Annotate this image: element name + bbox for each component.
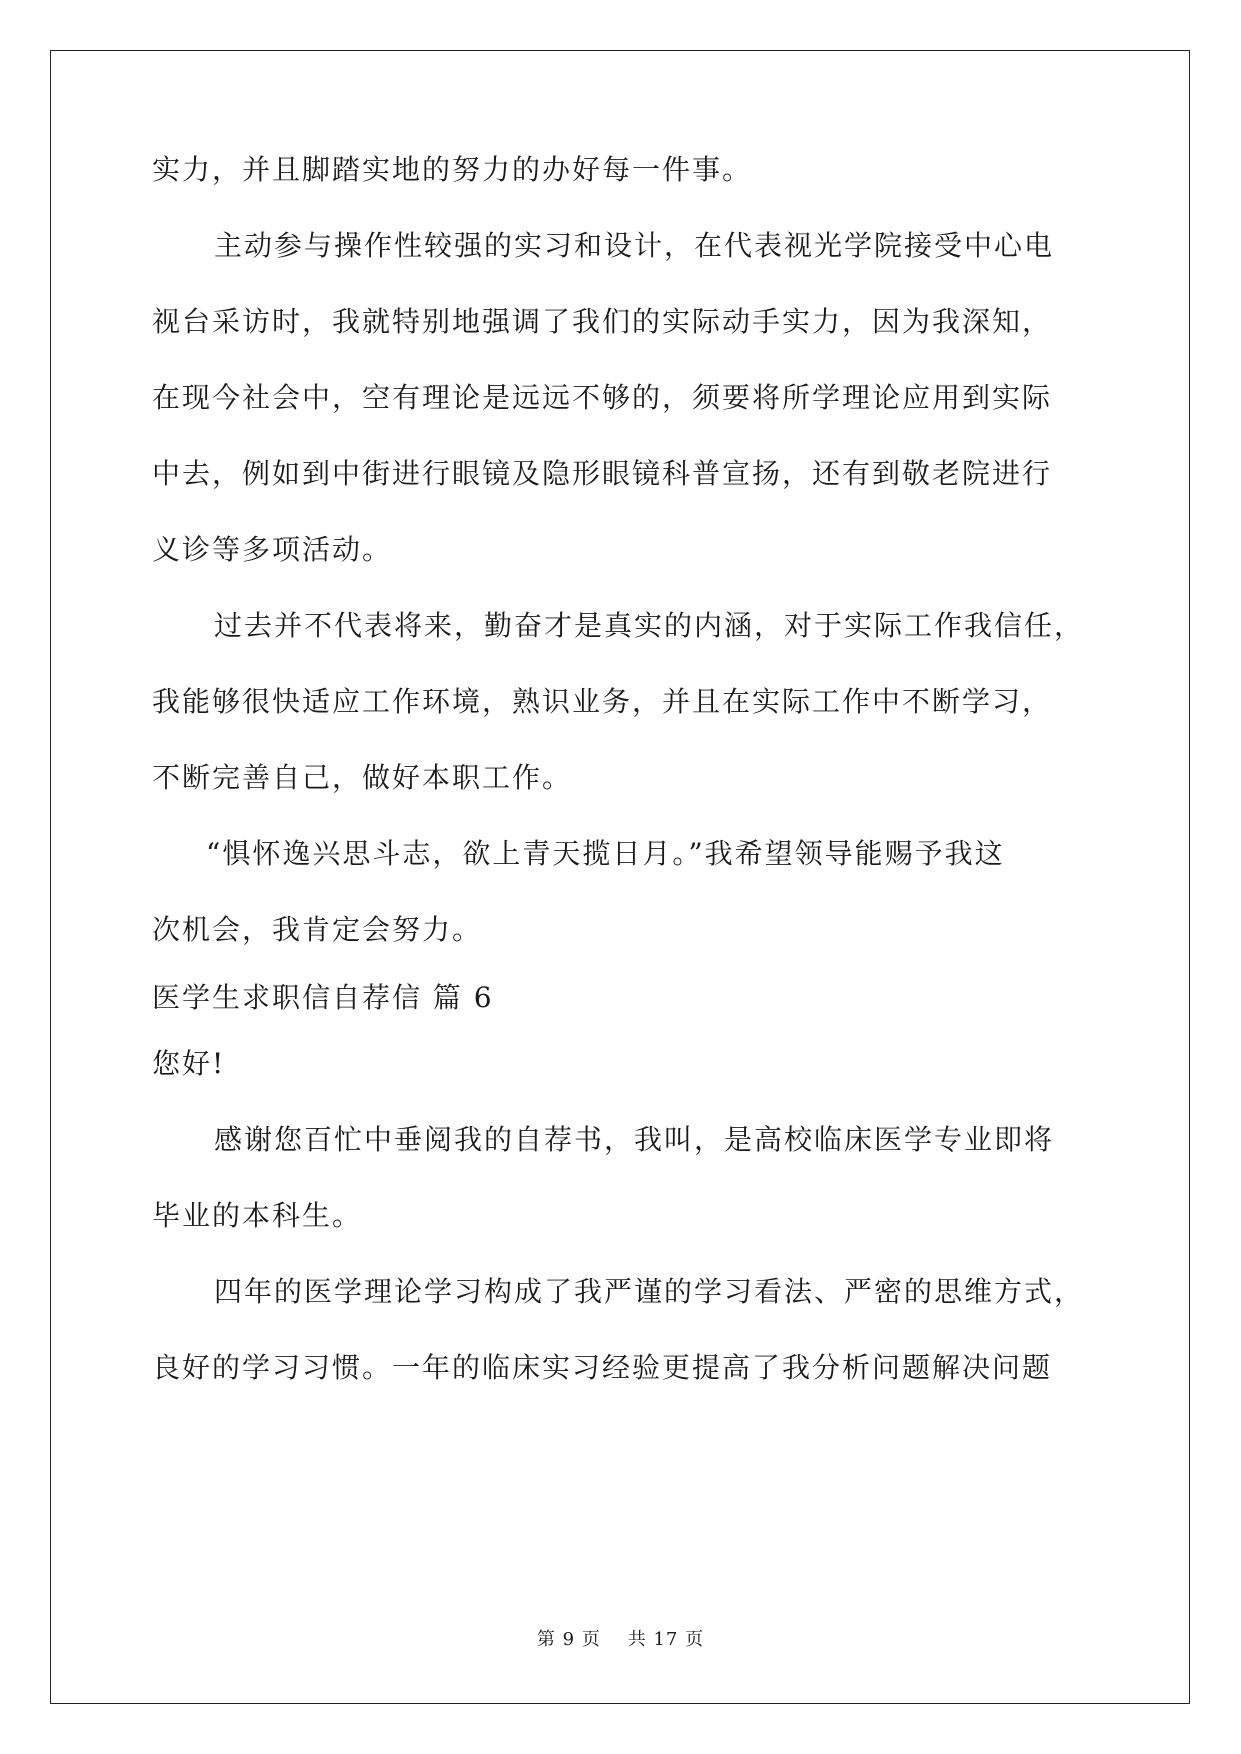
body-text-line: 我能够很快适应工作环境，熟识业务，并且在实际工作中不断学习， [152, 685, 1053, 718]
page-footer [0, 1628, 1241, 1652]
body-text-line: 中去，例如到中街进行眼镜及隐形眼镜科普宣扬，还有到敬老院进行 [152, 457, 1053, 490]
body-text-line: 次机会，我肯定会努力。 [152, 913, 483, 946]
body-text-line: 实力，并且脚踏实地的努力的办好每一件事。 [152, 153, 753, 186]
salutation: 您好! [152, 1047, 226, 1080]
body-text-line: 视台采访时，我就特别地强调了我们的实际动手实力，因为我深知， [152, 305, 1053, 338]
page-border [50, 50, 1190, 1704]
body-text-line: 在现今社会中，空有理论是远远不够的，须要将所学理论应用到实际 [152, 381, 1053, 414]
body-text-line: 不断完善自己，做好本职工作。 [152, 761, 573, 794]
page-number: 第 9 页 [536, 1629, 601, 1650]
body-text-line: 感谢您百忙中垂阅我的自荐书，我叫，是高校临床医学专业即将 [214, 1123, 1055, 1156]
body-text-line: “惧怀逸兴思斗志，欲上青天揽日月。”我希望领导能赐予我这 [206, 837, 1005, 870]
body-text-line: 过去并不代表将来，勤奋才是真实的内涵，对于实际工作我信任， [214, 609, 1085, 642]
total-pages: 共 17 页 [627, 1629, 705, 1650]
body-text-line: 主动参与操作性较强的实习和设计，在代表视光学院接受中心电 [214, 229, 1055, 262]
body-text-line: 良好的学习习惯。一年的临床实习经验更提高了我分析问题解决问题 [152, 1351, 1053, 1384]
body-text-line: 四年的医学理论学习构成了我严谨的学习看法、严密的思维方式， [214, 1275, 1085, 1308]
body-text-line: 义诊等多项活动。 [152, 533, 393, 566]
section-heading: 医学生求职信自荐信 篇 6 [152, 981, 494, 1014]
body-text-line: 毕业的本科生。 [152, 1199, 363, 1232]
